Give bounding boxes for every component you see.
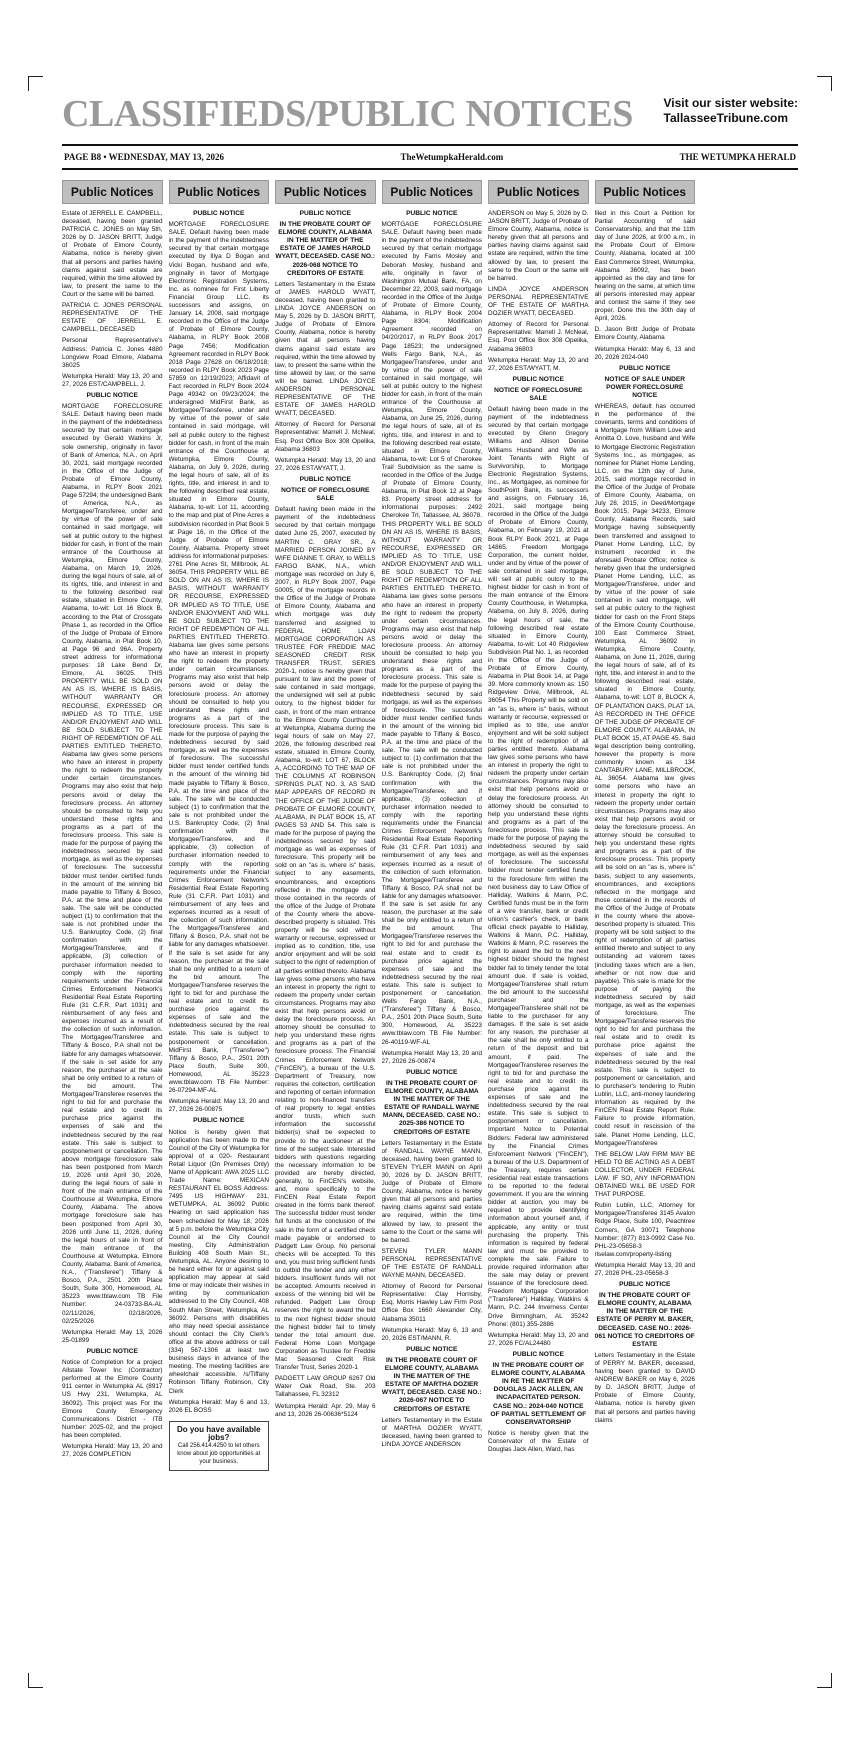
column-text bbox=[595, 210, 696, 1425]
newspaper-page bbox=[62, 92, 798, 1692]
sister-site-promo bbox=[664, 96, 799, 126]
section-title: CLASSIFIEDS/PUBLIC NOTICES bbox=[62, 93, 633, 135]
notice-paragraph: THE BELOW LAW FIRM MAY BE HELD TO BE ACTING AS A DEBT COLLECTOR, UNDER FEDERAL LAW. IF SO, ANY INFORMATION OBTAINED WILL BE USED FOR THAT PURPOSE. bbox=[594, 1150, 695, 1199]
crop-mark-top-right bbox=[817, 76, 832, 91]
notice-paragraph: Wetumpka Herald: May 13, 20 and 27, 2026 26-00875 bbox=[168, 1098, 269, 1114]
column-header: Public Notices bbox=[595, 180, 696, 204]
notice-paragraph: Notice is hereby given that application has been made to the Council of the City of Wetumpka for approval of a 020- Restaurant Retail Liquor (On Premises Only) Name of Applicant: AWA 2025 LLC Trade Name: MEXICAN RESTAURANT EL BOSS Address: 7495 US HIGHWAY 231, WETUMPKA, AL 36092 Public Hearing on said application has been scheduled for May 18, 2026 at 5 p.m. before the Wetumpka City Council at the City Council meeting, City Administration Building 408 South Main St., Wetumpka, AL. Anyone desiring to be heard either for or against said application may appear at said time or may indicate their wishes in writing by communication addressed to the City Council, 408 South Main Street, Wetumpka, AL 36092. Persons with disabilities who may need special assistance should contact the City Clerk's office at the above address or call (334) 567-1306 at least two business days in advance of the meeting. The meeting facilities are wheelchair accessible. /s/Tiffany Robinson Tiffany Robinson, City Clerk bbox=[168, 1128, 269, 1395]
notice-heading: NOTICE OF FORECLOSURE SALE bbox=[281, 487, 370, 503]
notice-heading: IN THE PROBATE COURT OF ELMORE COUNTY, ALABAMA IN THE MATTER OF THE ESTATE OF PERRY M. BAKER, DECEASED. CASE NO.: 2026-061 NOTICE TO CREDITORS OF ESTATE bbox=[594, 1292, 695, 1348]
column-text bbox=[169, 210, 270, 1471]
column-header: Public Notices bbox=[382, 180, 483, 204]
crop-mark-bottom-right bbox=[817, 1673, 832, 1688]
column-text bbox=[488, 210, 589, 1454]
notice-paragraph: Letters Testamentary in the Estate of RANDALL WAYNE MANN, deceased, having been granted to STEVEN TYLER MANN on April 30, 2026 by D. JASON BRITT, Judge of Probate of Elmore County, Alabama, notice is hereby given that all persons and parties having claims against said estate are required, within the time allowed by law, to present the same to the Court or the same will be barred. bbox=[381, 1139, 482, 1244]
notice-heading: IN THE PROBATE COURT OF ELMORE COUNTY, ALABAMA IN THE MATTER OF THE ESTATE OF RANDALL WAYNE MANN, DECEASED. CASE NO.: 2025-386 NOTICE TO CREDITORS OF ESTATE bbox=[382, 1079, 481, 1136]
column-header: Public Notices bbox=[275, 180, 376, 204]
notice-paragraph: filed in this Court a Petition for Partial Accounting of said Conservatorship, and that the 11th day of June 2026, at 9:00 a.m., in the Probate Court of Elmore County, Alabama, located at 100 East Commerce Street, Wetumpka, Alabama 36092, has been appointed as the day and time for hearing on the same, at which time all persons interested may appear and contest the same if they see proper. Done this the 30th day of April, 2026. bbox=[594, 210, 695, 323]
notice-heading: PUBLIC NOTICE bbox=[406, 210, 458, 217]
notice-column bbox=[169, 180, 270, 1680]
notice-paragraph: Personal Representative's Address: Patricia C. Jones 4880 Longview Road Elmore, Alabama 36025 bbox=[62, 337, 163, 369]
notice-heading: PUBLIC NOTICE bbox=[193, 210, 245, 217]
notice-heading: PUBLIC NOTICE bbox=[512, 1350, 564, 1358]
jobs-ad-body: Call 256.414.4250 to let others know about job opportunities at your business. bbox=[177, 1442, 261, 1465]
notice-heading: PUBLIC NOTICE bbox=[406, 1068, 458, 1076]
notice-paragraph: Default having been made in the payment of the indebtedness secured by that certain mortgage dated June 25, 2007, executed by MARTIN C. GRAY SR., A MARRIED PERSON JOINED BY WIFE DIANNE T. GRAY, to WELLS FARGO BANK, N.A., which mortgage was recorded on July 6, 2007, in RLPY Book 2007, Page 50005, of the mortgage records in the Office of the Judge of Probate of Elmore County, Alabama and which mortgage was duly transferred and assigned to FEDERAL HOME LOAN MORTGAGE CORPORATION AS TRUSTEE FOR FREDDIE MAC SEASONED CREDIT RISK TRANSFER TRUST, SERIES 2020-1, notice is hereby given that pursuant to law and the power of sale contained in said mortgage, the undersigned will sell at public outcry, to the highest bidder for cash, in front of the main entrance to the Elmore County Courthouse at Wetumpka, Alabama during the legal hours of sale on May 27, 2026, the following described real estate, situated in Elmore County, Alabama, to-wit: LOT 67, BLOCK A, ACCORDING TO THE MAP OF THE COLUMNS AT ROBINSON SPRINGS PLAT NO. 3, AS SAID MAP APPEARS OF RECORD IN THE OFFICE OF THE JUDGE OF PROBATE OF ELMORE COUNTY, ALABAMA, IN PLAT BOOK 15, AT PAGES 53 AND 54. This sale is made for the purpose of paying the indebtedness secured by said mortgage as well as expenses of foreclosure. This property will be sold on an "as is, where is" basis, subject to any easements, encumbrances, and exceptions reflected in the mortgage and those contained in the records of the office of the Judge of Probate of the County where the above-described property is situated. This property will be sold without warranty or recourse, expressed or implied as to condition, title, use and/or enjoyment and will be sold subject to the right of redemption of all parties entitled thereto. Alabama law gives some persons who have an interest in property the right to redeem the property under certain circumstances. Programs may also exist that help persons avoid or delay the foreclosure process. An attorney should be consulted to help you understand these rights and programs as a part of the foreclosure process. The Financial Crimes Enforcement Network ("FinCEN"), a bureau of the U.S. Department of Treasury, now requires the collection, certification and reporting of certain information relating to non-financed transfers of real property to legal entities and/or trusts, which such information the successful bidder(s) shall be expected to provide to the auctioneer at the time of the subject sale. Interested bidders with questions regarding the necessary information to be provided are hereby directed, generally, to FinCEN's website, and, more specifically to the FinCEN Real Estate Report created in the forms bank thereof. The successful bidder must tender full funds at the conclusion of the sale in the form of a certified check made payable or endorsed to Padgett Law Group. No personal checks will be accepted. To this end, you must bring sufficient funds to outbid the lender and any other bidders. Insufficient funds will not be accepted. Amounts received in excess of the winning bid will be refunded. Padgett Law Group reserves the right to award the bid to the next highest bidder should the highest bidder fail to timely tender the total amount due. Federal Home Loan Mortgage Corporation as Trustee for Freddie Mac Seasoned Credit Risk Transfer Trust, Series 2020-1 bbox=[275, 506, 376, 1372]
jobs-ad-box bbox=[169, 1421, 270, 1471]
notice-paragraph: Wetumpka Herald: May 13, 20 and 27, 2026 PHL-23-05658-3 bbox=[594, 1261, 695, 1277]
notice-paragraph: Notice is hereby given that the Conservator of the Estate of Douglas Jack Allen, Ward, has bbox=[488, 1429, 589, 1453]
crop-mark-bottom-left bbox=[28, 1673, 43, 1688]
notice-heading: NOTICE OF FORECLOSURE SALE bbox=[494, 386, 583, 402]
notice-paragraph: Wetumpka Herald: May 13, 20 and 27, 2026 FC/AL24480 bbox=[488, 1331, 589, 1347]
notice-paragraph: Wetumpka Herald: May 6, 13 and 20, 2026 EST/MANN, R. bbox=[381, 1326, 482, 1342]
column-header: Public Notices bbox=[62, 180, 163, 204]
column-text bbox=[62, 210, 163, 1459]
notice-paragraph: Attorney of Record for Personal Representative: Marrell J. McNeal, Esq. Post Office Box 308 Opelika, Alabama 36803 bbox=[488, 321, 589, 353]
notice-paragraph: Letters Testamentary in the Estate of PERRY M. BAKER, deceased, having been granted to DAVID ANDREW BAKER on May 6, 2026 by D. JASON BRITT, Judge of Probate of Elmore County, Alabama, notice is hereby given that all persons and parties having claims bbox=[594, 1351, 695, 1424]
folio-paper-name: THE WETUMPKA HERALD bbox=[679, 152, 796, 162]
notice-paragraph: ANDERSON on May 5, 2026 by D. JASON BRITT, Judge of Probate of Elmore County, Alabama, notice is hereby given that all persons and parties having claims against said estate are required, within the time allowed by law, to present the same to the Court or the same will be barred. bbox=[488, 210, 589, 282]
notice-heading: PUBLIC NOTICE bbox=[299, 210, 351, 217]
notice-paragraph: Attorney of Record for Personal Representative: Clay Hornsby, Esq. Morris Hawley Law Firm Post Office Box 1660 Alexander City, Alabama 35011 bbox=[381, 1283, 482, 1323]
notice-column bbox=[488, 180, 589, 1680]
notice-heading: PUBLIC NOTICE bbox=[619, 1281, 671, 1289]
notice-paragraph: MORTGAGE FORECLOSURE SALE. Default having been made in the payment of the indebtedness secured by that certain mortgage executed by Farris Mosley and Deborah Mosley, husband and wife, originally in favor of Washington Mutual Bank, FA, on December 22, 2003, said mortgage recorded in the Office of the Judge of Probate of Elmore County, Alabama, in RLPY Book 2004 Page 8304; Modification Agreement recorded on 04/20/2017, in RLPY Book 2017 Page 18523; the undersigned Wells Fargo Bank, N.A., as Mortgagee/Transferee, under and by virtue of the power of sale contained in said mortgage, will sell at public outcry to the highest bidder for cash, in front of the main entrance of the Courthouse at Wetumpka, Elmore County, Alabama, on June 25, 2026, during the legal hours of sale, all of its rights, title, and interest in and to the following described real estate, situated in Elmore County, Alabama, to-wit: Lot 5 of Cherokee Trail Subdivision as the same is recorded in the Office of the Judge of Probate of Elmore County, Alabama, in Plat Book 12 at Page 83. Property street address for informational purposes: 2492 Cherokee Trl, Tallassee, AL 36078. THIS PROPERTY WILL BE SOLD ON AN AS IS, WHERE IS BASIS, WITHOUT WARRANTY OR RECOURSE, EXPRESSED OR IMPLIED AS TO TITLE, USE AND/OR ENJOYMENT AND WILL BE SOLD SUBJECT TO THE RIGHT OF REDEMPTION OF ALL PARTIES ENTITLED THERETO. Alabama law gives some persons who have an interest in property the right to redeem the property under certain circumstances. Programs may also exist that help persons avoid or delay the foreclosure process. An attorney should be consulted to help you understand these rights and programs as a part of the foreclosure process. This sale is made for the purpose of paying the indebtedness secured by said mortgage, as well as the expenses of foreclosure. The successful bidder must tender certified funds in the amount of the winning bid made payable to Tiffany & Bosco, P.A. at the time and place of the sale. The sale will be conducted subject to: (1) confirmation that the sale is not prohibited under the U.S. Bankruptcy Code, (2) final confirmation with the Mortgagee/Transferee, and if applicable, (3) collection of purchaser information needed to comply with the reporting requirements under the Financial Crimes Enforcement Network's Residential Real Estate Reporting Rule (31 C.F.R. Part 1031) and reimbursement of any fees and expenses incurred as a result of the collection of such information. The Mortgagee/Transferee and Tiffany & Bosco, P.A shall not be liable for any damages whatsoever. If the sale is set aside for any reason, the purchaser at the sale shall be only entitled to a return of the bid amount. The Mortgagee/Transferee reserves the right to bid for and purchase the real estate and to credit its purchase price against the expenses of sale and the indebtedness secured by the real estate. This sale is subject to postponement or cancellation. Wells Fargo Bank, N.A., ("Transferee") Tiffany & Bosco, P.A., 2501 20th Place South, Suite 300, Homewood, AL 35223 www.tblaw.com TB File Number: 26-40119-WF-AL bbox=[381, 221, 482, 1046]
notice-paragraph: PADGETT LAW GROUP 6267 Old Water Oak Road, Ste. 203 Tallahassee, FL 32312 bbox=[275, 1375, 376, 1399]
notice-column bbox=[62, 180, 163, 1680]
promo-line: Visit our sister website: bbox=[663, 96, 798, 110]
notice-heading: IN THE PROBATE COURT OF ELMORE COUNTY, ALABAMA IN RE THE MATTER OF DOUGLAS JACK ALLEN, AN INCAPACITATED PERSON. CASE NO.: 2024-040 NOTICE OF PARTIAL SETTLEMENT OF CONSERVATORSHIP bbox=[490, 1362, 587, 1426]
column-text bbox=[382, 210, 483, 1449]
folio-website[interactable]: TheWetumpkaHerald.com bbox=[400, 152, 504, 162]
notice-paragraph: Notice of Completion for a project Allstate Tower Inc (Contractor) performed at the Elmore County 911 center in Wetumpka AL (8917 US Hwy 231, Wetumpka, AL 36092). This project was For the Elmore County Emergency Communications District - ITB Number: 2025-02, and the project has been completed. bbox=[62, 1359, 163, 1439]
folio-bar bbox=[62, 144, 798, 170]
notice-heading: PUBLIC NOTICE bbox=[619, 364, 671, 372]
notice-paragraph: Wetumpka Herald: May 6, 13 and 20, 2026 2024-040 bbox=[594, 345, 695, 361]
notice-paragraph: Attorney of Record for Personal Representative: Marrell J. McNeal, Esq. Post Office Box 308 Opelika, Alabama 36803 bbox=[275, 421, 376, 453]
notice-paragraph: Wetumpka Herald: May 13, 20 and 27, 2026 EST/WYATT, M. bbox=[488, 356, 589, 372]
notice-paragraph: Wetumpka Herald: May 13, 20 and 27, 2026 EST/CAMPBELL, J. bbox=[62, 372, 163, 388]
notice-paragraph: D. Jason Britt Judge of Probate Elmore County, Alabama bbox=[594, 326, 695, 342]
promo-url[interactable]: TallasseeTribune.com bbox=[663, 111, 788, 125]
notice-heading: PUBLIC NOTICE bbox=[193, 1117, 245, 1125]
notice-heading: PUBLIC NOTICE bbox=[512, 375, 564, 383]
column-header: Public Notices bbox=[488, 180, 589, 204]
jobs-ad-title: Do you have available jobs? bbox=[176, 1424, 261, 1442]
notice-column bbox=[275, 180, 376, 1680]
notice-paragraph: Wetumpka Herald: Apr. 29, May 6 and 13, 2026 26-00636*5124 bbox=[275, 1402, 376, 1418]
notice-paragraph: Default having been made in the payment of the indebtedness secured by that certain mortgage executed by Glenn Gregory Williams and Allison Denise Williams Husband and Wife as Joint Tenants with Right of Survivorship, to Mortgage Electronic Registration Systems, Inc., as Mortgagee, as nominee for SouthPoint Bank, its successors and assigns, on February 16, 2021, said mortgage being recorded in the Office of the Judge of Probate of Elmore County, Alabama, on February 19, 2021 at Book RLPY Book 2021, at Page 14865. Freedom Mortgage Corporation, the current holder, under and by virtue of the power of sale contained in said mortgage, will sell at public outcry to the highest bidder for cash in front of the main entrance of the Elmore County Courthouse, in Wetumpka, Alabama, on July 8, 2026, during the legal hours of sale, the following described real estate situated in Elmore County, Alabama, to-wit: Lot 40 Ridgeview Subdivision Plat No. 1, as recorded in the Office of the Judge of Probate of Elmore County, Alabama in Plat Book 14, at Page 39. More commonly known as: 150 Ridgeview Drive, Millbrook, AL 36054 This Property will be sold on an "as is, where is" basis, without warranty or recourse, expressed or implied as to title, use and/or enjoyment and will be sold subject to the right of redemption of all parties entitled thereto. Alabama law gives some persons who have an interest in property the right to redeem the property under certain circumstances. Programs may also exist that help persons avoid or delay the foreclosure process. An attorney should be consulted to help you understand these rights and programs as a part of the foreclosure process. This sale is made for the purpose of paying the indebtedness secured by said mortgage, as well as the expenses of foreclosure. The successful bidder must tender certified funds to the foreclosure firm within the next business day to Law Office of Halliday, Watkins & Mann, P.C. Certified funds must be in the form of a wire transfer, bank or credit union's cashier's check, or bank official check payable to Halliday, Watkins & Mann, P.C. Halliday, Watkins & Mann, P.C. reserves the right to award the bid to the next highest bidder should the highest bidder fail to timely tender the total amount due. If sale is voided, Mortgagee/Transferee shall return the bid amount to the successful purchaser and the Mortgagee/Transferee shall not be liable to the purchaser for any damages. If the sale is set aside for any reason, the purchaser at the sale shall be only entitled to a return of the deposit and bid amount, if paid. The Mortgagee/Transferee reserves the right to bid for and purchase the real estate and to credit its purchase price against the expenses of sale and the indebtedness secured by the real estate. This sale is subject to postponement or cancellation. Important Notice to Potential Bidders: Federal law administered by the Financial Crimes Enforcement Network ("FinCEN"), a bureau of the U.S. Department of the Treasury, requires certain residential real estate transactions to be reported to the federal government. If you are the winning bidder at auction, you may be required to provide identifying information about yourself and, if applicable, any entity or trust purchasing the property. This information is required by federal law and must be provided to complete the sale. Failure to provide required information after the sale may delay or prevent issuance of the foreclosure deed. Freedom Mortgage Corporation ("Transferee") Halliday, Watkins & Mann, P.C. 244 Inverness Center Drive Birmingham, AL 35242 Phone: (801) 355-2886 bbox=[488, 406, 589, 1328]
notice-paragraph: Wetumpka Herald: May 13, 20 and 27, 2026 26-00874 bbox=[381, 1049, 482, 1065]
notice-column bbox=[595, 180, 696, 1680]
notice-paragraph: Letters Testamentary in the Estate of JAMES HAROLD WYATT, deceased, having been granted to LINDA JOYCE ANDERSON on May 5, 2026 by D. JASON BRITT, Judge of Probate of Elmore County, Alabama, notice is hereby given that all persons having claims against said estate are required, within the time allowed by law, to present the same within the time allowed by law, or the same will be barred. LINDA JOYCE ANDERSON PERSONAL REPRESENTATIVE OF THE ESTATE OF JAMES HAROLD WYATT, DECEASED. bbox=[275, 280, 376, 418]
notice-heading: PUBLIC NOTICE bbox=[86, 1347, 138, 1355]
masthead bbox=[62, 92, 798, 136]
notice-paragraph: Wetumpka Herald: May 13, 2026 25-01899 bbox=[62, 1328, 163, 1344]
notice-heading: PUBLIC NOTICE bbox=[406, 1345, 458, 1353]
notice-heading: NOTICE OF SALE UNDER POWER FORECLOSURE NOTICE bbox=[604, 375, 686, 399]
notice-paragraph: STEVEN TYLER MANN PERSONAL REPRESENTATIVE OF THE ESTATE OF RANDALL WAYNE MANN, DECEASED. bbox=[381, 1247, 482, 1280]
notice-paragraph: PATRICIA C. JONES PERSONAL REPRESENTATIVE OF THE ESTATE OF JERRELL E. CAMPBELL, DECEASED bbox=[62, 302, 163, 334]
notice-heading: PUBLIC NOTICE bbox=[86, 391, 138, 399]
notice-heading: IN THE PROBATE COURT OF ELMORE COUNTY, ALABAMA IN THE MATTER OF THE ESTATE OF JAMES HAROLD WYATT, DECEASED. CASE NO.: 2026-068 NOTICE TO CREDITORS OF ESTATE bbox=[275, 221, 376, 277]
folio-page-date: PAGE B8 • WEDNESDAY, MAY 13, 2026 bbox=[64, 152, 225, 162]
notice-column bbox=[382, 180, 483, 1680]
notice-paragraph: MORTGAGE FORECLOSURE SALE. Default having been made in the payment of the indebtedness secured by that certain mortgage executed by Gerald Watkins Jr, sole ownership, originally in favor of Bank of America, N.A., on April 30, 2021, said mortgage recorded in the Office of the Judge of Probate of Elmore County, Alabama, in RLPY Book 2021 Page 57294; the undersigned Bank of America, N.A., as Mortgagee/Transferee, under and by virtue of the power of sale contained in said mortgage, will sell at public outcry to the highest bidder for cash, in front of the main entrance of the Courthouse at Wetumpka, Elmore County, Alabama, on March 19, 2026, during the legal hours of sale, all of its rights, title, and interest in and to the following described real estate, situated in Elmore County, Alabama, to-wit: Lot 16 Block B, according to the Plat of Crossgate Phase 1, as recorded in the Office of the Judge of Probate of Elmore County, Alabama, in Plat Book 10, at Page 96 and 96A. Property street address for informational purposes: 18 Lake Bend Dr, Elmore, AL 36025. THIS PROPERTY WILL BE SOLD ON AN AS IS, WHERE IS BASIS, WITHOUT WARRANTY OR RECOURSE, EXPRESSED OR IMPLIED AS TO TITLE, USE AND/OR ENJOYMENT AND WILL BE SOLD SUBJECT TO THE RIGHT OF REDEMPTION OF ALL PARTIES ENTITLED THERETO. Alabama law gives some persons who have an interest in property the right to redeem the property under certain circumstances. Programs may also exist that help persons avoid or delay the foreclosure process. An attorney should be consulted to help you understand these rights and programs as a part of the foreclosure process. This sale is made for the purpose of paying the indebtedness secured by said mortgage, as well as the expenses of foreclosure. The successful bidder must tender certified funds in the amount of the winning bid made payable to Tiffany & Bosco, P.A. at the time and place of the sale. The sale will be conducted subject (1) to confirmation that the sale is not prohibited under the U.S. Bankruptcy Code, (2) final confirmation with the Mortgagee/Transferee, and if applicable, (3) collection of purchaser information needed to comply with the reporting requirements under the Financial Crimes Enforcement Network's Residential Real Estate Reporting Rule (31 C.F.R. Part 1031) and reimbursement of any fees and expenses incurred as a result of the collection of such information. The Mortgagee/Transferee and Tiffany & Bosco, P.A shall not be liable for any damages whatsoever. If the sale is set aside for any reason, the purchaser at the sale shall be only entitled to a return of the bid amount. The Mortgagee/Transferee reserves the right to bid for and purchase the real estate and to credit its purchase price against the expenses of sale and the indebtedness secured by the real estate. This sale is subject to postponement or cancellation. The above mortgage foreclosure sale has been postponed from March 19, 2026 until April 30, 2026, during the legal hours of sale in front of the main entrance of the Courthouse at Wetumpka, Elmore County, Alabama. The above mortgage foreclosure sale has been postponed from April 30, 2026 until June 11, 2026, during the legal hours of sale in front of the main entrance of the Courthouse at Wetumpka, Elmore County, Alabama. Bank of America, N.A., ("Transferee") Tiffany & Bosco, P.A., 2501 20th Place South, Suite 300, Homewood, AL 35223 www.tblaw.com TB File Number: 24-03733-BA-AL 02/11/2026, 02/18/2026, 02/25/2026 bbox=[62, 403, 163, 1325]
column-header: Public Notices bbox=[169, 180, 270, 204]
notice-paragraph: Rubin Lublin, LLC, Attorney for Mortgagee/Transferee 3145 Avalon Ridge Place, Suite 100, Peachtree Corners, GA 30071 Telephone Number: (877) 813-0992 Case No. PHL-23-05658-3 rlselaw.com/property-listing bbox=[594, 1202, 695, 1258]
notice-heading: PUBLIC NOTICE bbox=[299, 475, 351, 483]
notice-paragraph: LINDA JOYCE ANDERSON PERSONAL REPRESENTATIVE OF THE ESTATE OF MARTHA DOZIER WYATT, DECEASED. bbox=[488, 285, 589, 318]
column-text bbox=[275, 210, 376, 1419]
notice-paragraph: WHEREAS, default has occurred in the performance of the covenants, terms and conditions of a Mortgage from William Love and Annitta O. Love, husband and Wife to Mortgage Electronic Registration Systems Inc., as mortgagee, as nominee for Planet Home Lending, LLC, on the 12th day of June, 2015, said mortgage recorded in the Office of the Judge of Probate of Elmore County, Alabama, on July 28, 2015, in Deed/Mortgage Book 2015, Page 34233, Elmore County, Alabama Records, said Mortgage having subsequently been transferred and assigned to Planet Home Lending, LLC, by instrument recorded in the aforesaid Probate Office; notice is hereby given that the undersigned Planet Home Lending, LLC, as Mortgagee/Transferee, under and by virtue of the power of sale contained in said mortgage, will sell at public outcry to the highest bidder for cash on the Front Steps of the Elmore County Courthouse, 100 East Commerce Street, Wetumpka, AL 36092 in Wetumpka, Elmore County, Alabama, on June 11, 2026, during the legal hours of sale, all of its right, title, and interest in and to the following described real estate, situated in Elmore County, Alabama, to-wit: LOT 8, BLOCK A, OF PLANTATION OAKS, PLAT 1A, AS RECORDED IN THE OFFICE OF THE JUDGE OF PROBATE OF ELMORE COUNTY, ALABAMA, IN PLAT BOOK 15, AT PAGE 45. Said legal description being controlling, however the property is more commonly known as 134 CANTABURY LANE, MILLBROOK, AL 36054. Alabama law gives some persons who have an interest in property the right to redeem the property under certain circumstances. Programs may also exist that help persons avoid or delay the foreclosure process. An attorney should be consulted to help you understand these rights and programs as a part of the foreclosure process. This property will be sold on an "as is, where is" basis, subject to any easements, encumbrances, and exceptions reflected in the mortgage and those contained in the records of the Office of the Judge of Probate in the county where the above-described property is situated. This property will be sold subject to the right of redemption of all parties entitled thereto and subject to any outstanding ad valorem taxes (including taxes which are a lien, whether or not now due and payable). This sale is made for the purpose of paying the indebtedness secured by said mortgage, as well as the expenses of foreclosure. The Mortgagee/Transferee reserves the right to bid for and purchase the real estate and to credit its purchase price against the expenses of sale and the indebtedness secured by the real estate. This sale is subject to postponement or cancellation, and to purchaser's tendering to Rubin Lublin, LLC, anti-money laundering information as required by the FinCEN Real Estate Report Rule. Failure to provide information, could result in rescission of the sale. Planet Home Lending, LLC, Mortgagee/Transferee bbox=[594, 403, 695, 1147]
notice-paragraph: Letters Testamentary in the Estate of MARTHA DOZIER WYATT, deceased, having been granted to LINDA JOYCE ANDERSON bbox=[381, 1416, 482, 1448]
notice-paragraph: Wetumpka Herald: May 13, 20 and 27, 2026 COMPLETION bbox=[62, 1442, 163, 1459]
notice-paragraph: Wetumpka Herald: May 13, 20 and 27, 2026 EST/WYATT, J. bbox=[275, 456, 376, 472]
notice-heading: IN THE PROBATE COURT OF ELMORE COUNTY, ALABAMA IN THE MATTER OF THE ESTATE OF MARTHA DOZIER WYATT, DECEASED. CASE NO.: 2026-067 NOTICE TO CREDITORS OF ESTATE bbox=[381, 1356, 482, 1413]
crop-mark-top-left bbox=[28, 76, 43, 91]
notice-paragraph: Wetumpka Herald: May 6 and 13, 2026 EL BOSS bbox=[168, 1398, 269, 1414]
notice-paragraph: MORTGAGE FORECLOSURE SALE. Default having been made in the payment of the indebtedness secured by that certain mortgage executed by Illya D Bogan and Vicki Bogan, husband and wife, originally in favor of Mortgage Electronic Registration Systems, Inc. as nominee for First Liberty Financial Group LLC, its successors and assigns, on January 14, 2008, said mortgage recorded in the Office of the Judge of Probate of Elmore County, Alabama, in RLPY Book 2008 Page 7456; Modification Agreement recorded in RLPY Book 2018 Page 27628 on 06/18/2018; recorded in RLPY Book 2023 Page 57859 on 12/19/2023; Affidavit of Fact recorded in RLPY Book 2024 Page 49342 on 09/23/2024; the undersigned MidFirst Bank, as Mortgagee/Transferee, under and by virtue of the power of sale contained in said mortgage, will sell at public outcry to the highest bidder for cash, in front of the main entrance of the Courthouse at Wetumpka, Elmore County, Alabama, on July 9, 2026, during the legal hours of sale, all of its rights, title, and interest in and to the following described real estate, situated in Elmore County, Alabama, to-wit: Lot 11, according to the map and plat of Pine Acres a subdivision recorded in Plat Book 5 at Page 16, in the Office of the Judge of Probate of Elmore County, Alabama. Property street address for informational purposes: 2761 Pine Acres St, Millbrook, AL 36054. THIS PROPERTY WILL BE SOLD ON AN AS IS, WHERE IS BASIS, WITHOUT WARRANTY OR RECOURSE, EXPRESSED OR IMPLIED AS TO TITLE, USE AND/OR ENJOYMENT AND WILL BE SOLD SUBJECT TO THE RIGHT OF REDEMPTION OF ALL PARTIES ENTITLED THERETO. Alabama law gives some persons who have an interest in property the right to redeem the property under certain circumstances. Programs may also exist that help persons avoid or delay the foreclosure process. An attorney should be consulted to help you understand these rights and programs as a part of the foreclosure process. This sale is made for the purpose of paying the indebtedness secured by said mortgage, as well as the expenses of foreclosure. The successful bidder must tender certified funds in the amount of the winning bid made payable to Tiffany & Bosco, P.A. at the time and place of the sale. The sale will be conducted subject (1) to confirmation that the sale is not prohibited under the U.S. Bankruptcy Code, (2) final confirmation with the Mortgagee/Transferee, and if applicable, (3) collection of purchaser information needed to comply with the reporting requirements under the Financial Crimes Enforcement Network's Residential Real Estate Reporting Rule (31 C.F.R. Part 1031) and reimbursement of any fees and expenses incurred as a result of the collection of such information. The Mortgagee/Transferee and Tiffany & Bosco, P.A. shall not be liable for any damages whatsoever. If the sale is set aside for any reason, the purchaser at the sale shall be only entitled to a return of the bid amount. The Mortgagee/Transferee reserves the right to bid for and purchase the real estate and to credit its purchase price against the expenses of sale and the indebtedness secured by the real estate. This sale is subject to postponement or cancellation. MidFirst Bank, ("Transferee") Tiffany & Bosco, P.A., 2501 20th Place South, Suite 300, Homewood, AL 35223 www.tblaw.com TB File Number: 26-07294-MF-AL bbox=[168, 221, 269, 1095]
notice-columns bbox=[62, 180, 798, 1680]
notice-paragraph: Estate of JERRELL E. CAMPBELL, deceased, having been granted PATRICIA C. JONES on May 5th, 2026 by D. JASON BRITT, Judge of Probate of Elmore County, Alabama, notice is hereby given that all persons and parties having claims against said estate are required, within the time allowed by law, to present the same to the Court or the same will be barred. bbox=[62, 210, 163, 298]
